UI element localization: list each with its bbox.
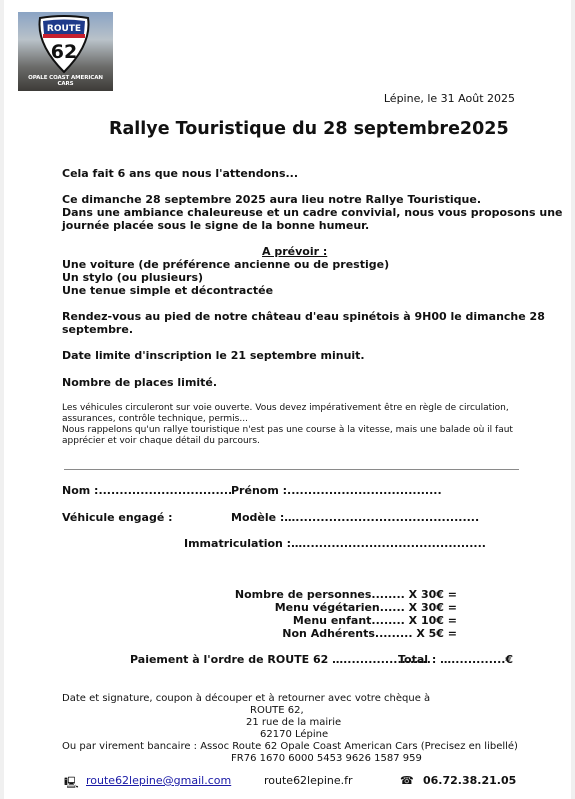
- logo-route-word: ROUTE: [46, 24, 82, 34]
- form-prenom-field[interactable]: Prénom :.....................................: [231, 484, 442, 497]
- form-total-field[interactable]: Total : ….............€: [398, 653, 514, 666]
- prevoir-item-1: Une voiture (de préférence ancienne ou de prestige): [62, 258, 390, 271]
- route62-logo: [18, 12, 113, 91]
- announce-line-2: Dans une ambiance chaleureuse et un cadre convivial, nous vous proposons une: [62, 206, 563, 219]
- notice-line-3: Nous rappelons qu'un rallye touristique n'est pas une course à la vitesse, mais une balade où il faut: [62, 425, 513, 435]
- footer-iban: FR76 1670 6000 5453 9626 1587 959: [231, 753, 422, 764]
- form-vehicule-label: Véhicule engagé :: [62, 511, 173, 524]
- rendezvous-line-2: septembre.: [62, 323, 134, 336]
- route-shield-icon: [34, 14, 94, 74]
- form-nom-field[interactable]: Nom :................................: [62, 484, 233, 497]
- letter-page: [4, 0, 571, 799]
- intro-text: Cela fait 6 ans que nous l'attendons...: [62, 167, 299, 180]
- notice-line-4: apprécier et voir chaque détail du parcours.: [62, 436, 260, 446]
- logo-subtitle: OPALE COAST AMERICAN CARS: [28, 75, 103, 87]
- footer-address-line-1: ROUTE 62,: [250, 705, 304, 716]
- page-title: Rallye Touristique du 28 septembre2025: [109, 119, 509, 139]
- deadline-text: Date limite d'inscription le 21 septembre minuit.: [62, 349, 365, 362]
- prevoir-item-3: Une tenue simple et décontractée: [62, 284, 274, 297]
- form-modele-field[interactable]: Modèle :…............................................: [231, 511, 480, 524]
- form-line-non-adherents[interactable]: Non Adhérents......... X 5€ =: [282, 627, 457, 640]
- computer-icon: 🖳: [64, 776, 79, 789]
- footer-instructions: Date et signature, coupon à découper et à retourner avec votre chèque à: [62, 693, 431, 704]
- prevoir-heading: A prévoir :: [262, 245, 328, 258]
- phone-icon: ☎: [400, 774, 414, 787]
- date-line: Lépine, le 31 Août 2025: [383, 92, 515, 105]
- footer-address-line-2: 21 rue de la mairie: [246, 717, 342, 728]
- rendezvous-line-1: Rendez-vous au pied de notre château d'eau spinétois à 9H00 le dimanche 28: [62, 310, 545, 323]
- announce-line-3: journée placée sous le signe de la bonne humeur.: [62, 219, 370, 232]
- prevoir-item-2: Un stylo (ou plusieurs): [62, 271, 204, 284]
- form-line-personnes[interactable]: Nombre de personnes........ X 30€ =: [234, 588, 457, 601]
- places-text: Nombre de places limité.: [62, 376, 218, 389]
- phone-number[interactable]: 06.72.38.21.05: [423, 774, 517, 787]
- logo-route-number: 62: [50, 41, 78, 63]
- footer-virement: Ou par virement bancaire : Assoc Route 62 Opale Coast American Cars (Precisez en libellé): [62, 741, 518, 752]
- notice-line-2: assurances, contrôle technique, permis...: [62, 414, 248, 424]
- announce-line-1: Ce dimanche 28 septembre 2025 aura lieu notre Rallye Touristique.: [62, 193, 481, 206]
- form-paiement: Paiement à l'ordre de ROUTE 62 ….....................: [130, 653, 431, 666]
- form-line-enfant[interactable]: Menu enfant........ X 10€ =: [292, 614, 457, 627]
- email-link[interactable]: route62lepine@gmail.com: [86, 774, 232, 787]
- website-text[interactable]: route62lepine.fr: [264, 774, 353, 787]
- cut-line-divider: [64, 469, 519, 470]
- form-line-vegetarien[interactable]: Menu végétarien...... X 30€ =: [274, 601, 457, 614]
- notice-line-1: Les véhicules circuleront sur voie ouverte. Vous devez impérativement être en règle de circulation,: [62, 403, 509, 413]
- form-immat-field[interactable]: Immatriculation :…............................................: [184, 537, 486, 550]
- footer-address-line-3: 62170 Lépine: [260, 729, 329, 740]
